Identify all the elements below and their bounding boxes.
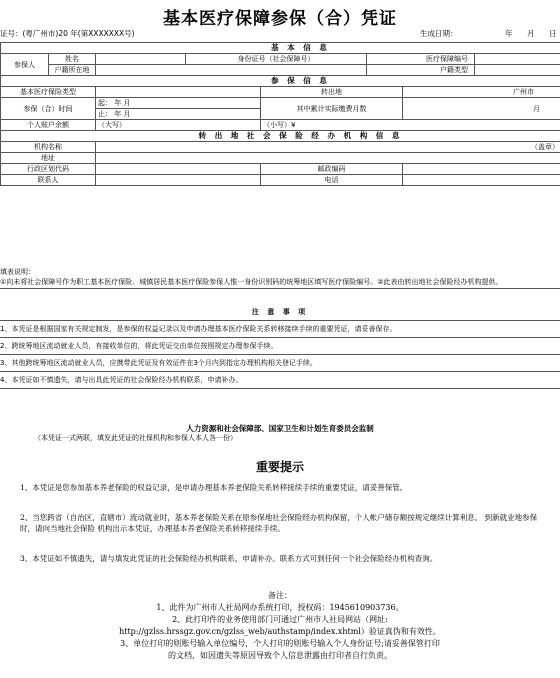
page-title: 基本医疗保障参保（合）凭证 (163, 9, 397, 29)
info-table (0, 42, 560, 186)
remarks-title: 备注： (268, 591, 292, 600)
med-no-label: 医疗保障编号 (367, 54, 475, 65)
postcode-value (403, 164, 560, 175)
address-value (96, 153, 560, 164)
hukou-value (96, 65, 367, 76)
important-item: 3、本凭证如不慎遗失，请与填发此凭证的社会保险经办机构联系，申请补办。联系方式可到任何一个社会保险经办机构查询。 (20, 554, 438, 563)
division-value (96, 164, 261, 175)
fill-note-title: 填表说明： (0, 268, 35, 276)
phone-value (403, 175, 560, 186)
copies-line: （本凭证一式两联，填发此凭证的社保机构和参保人本人各一份） (34, 434, 237, 442)
transfer-from-label: 转出地 (261, 87, 403, 98)
balance-lower: （小写）¥ (261, 120, 560, 131)
day-label: 日 (549, 29, 557, 38)
header-row (0, 28, 560, 40)
attention-item: 2、跨统筹地区流动就业人员，有接收单位的，将此凭证交由单位按照规定办理参保手续。 (0, 338, 560, 355)
person-label: 参保人 (1, 54, 49, 76)
name-value (96, 54, 186, 65)
attention-item: 3、其他跨统筹地区流动就业人员，应携带此凭证及有效证件在3个月内到指定办理机构相关登记手续。 (0, 355, 560, 372)
phone-label: 电话 (261, 175, 403, 186)
remarks-line: http://gzlss.hrssgz.gov.cn/gzlss_web/authstamp/index.xhtml）验证真伪和有效性。 (119, 627, 441, 636)
section-insure: 参 保 信 息 (1, 76, 560, 87)
start-date: 起： 年 月 (96, 98, 261, 109)
id-label: 身份证号（社会保障号） (186, 54, 367, 65)
month-label: 月 (527, 29, 535, 38)
section-agency: 转 出 地 社 会 保 险 经 办 机 构 信 息 (1, 131, 560, 142)
remarks-line: 2、此打印件的业务使用部门可通过广州市人社局网站（网址: (172, 615, 388, 624)
contact-label: 联系人 (1, 175, 96, 186)
address-label: 地址 (1, 153, 96, 164)
attention-item: 1、本凭证是根据国家有关规定制发，是参保的权益记录以及申请办理基本医疗保险关系转移接续手续的重要凭证，请妥善保存。 (0, 321, 560, 338)
hukou-label: 户籍所在地 (49, 65, 96, 76)
ins-time-label: 参保（合）时间 (1, 98, 96, 120)
supervise-line: 人力资源和社会保障部、国家卫生和计划生育委员会监制 (186, 424, 374, 433)
important-item: 1、本凭证是您参加基本养老保险的权益记录，是申请办理基本养老保险关系转移接续手续的重要凭证，请妥善保管。 (20, 483, 408, 492)
name-label: 姓名 (49, 54, 96, 65)
end-date: 止： 年 月 (96, 109, 261, 120)
hukou-type-label: 户籍类型 (367, 65, 475, 76)
hukou-type-value (475, 65, 560, 76)
remarks-line: 1、此件为广州市人社局网办系统打印，授权码：1945610903736。 (156, 603, 404, 612)
total-months-value: 月 (403, 98, 560, 120)
attention-item: 4、本凭证如不慎遗失，请与出具此凭证的社会保险经办机构联系，申请补办。 (0, 372, 560, 389)
med-no-value (475, 54, 560, 65)
attention-block (0, 306, 560, 389)
transfer-from-value: 广州市 (403, 87, 560, 98)
balance-label: 个人账户余额 (1, 120, 96, 131)
agency-name-label: 机构名称 (1, 142, 96, 153)
section-basic: 基 本 信 息 (1, 43, 560, 54)
division-label: 行政区划代码 (1, 164, 96, 175)
total-months-label: 其中累计实际缴费月数 (261, 98, 403, 120)
attention-title: 注 意 事 项 (0, 306, 560, 321)
contact-value (96, 175, 261, 186)
important-title: 重要提示 (255, 460, 304, 474)
cert-number: 证号：(粤广州市)20 年(第XXXXXXX号) (0, 29, 135, 38)
remarks-line: 3、单位打印的则账号输入单位编号，个人打印的则账号输入个人身份证号;请妥善保管打印 (120, 639, 440, 648)
fill-note-text: ①向未将社会保障号作为职工基本医疗保险、城镇居民基本医疗保险参保人惟一身份识别码的统筹地区填写医疗保险编号。②此表由转出地社会保险经办机构提供。 (0, 277, 560, 289)
balance-upper: （大写） (96, 120, 261, 131)
ins-type-value (96, 87, 261, 98)
year-label: 年 (505, 29, 513, 38)
agency-seal: （盖章） (96, 142, 560, 153)
postcode-label: 邮政编码 (261, 164, 403, 175)
fill-note (0, 267, 560, 289)
remarks-line: 的文档，如因遗失等原因导致个人信息泄露由打印者自行负责。 (168, 651, 392, 660)
gen-date-label: 生成日期： (420, 29, 458, 38)
ins-type-label: 基本医疗保险类型 (1, 87, 96, 98)
important-item: 2、当您跨省（自治区，直辖市）流动就业时，基本养老保险关系在原参保地社会保险经办机构保留，个人帐户储存额按规定继续计算利息。 到新就业地参保时，请向当地社会保险 机构出示本凭证，办理基本养老保险关系转移接续手续。 (20, 513, 538, 533)
